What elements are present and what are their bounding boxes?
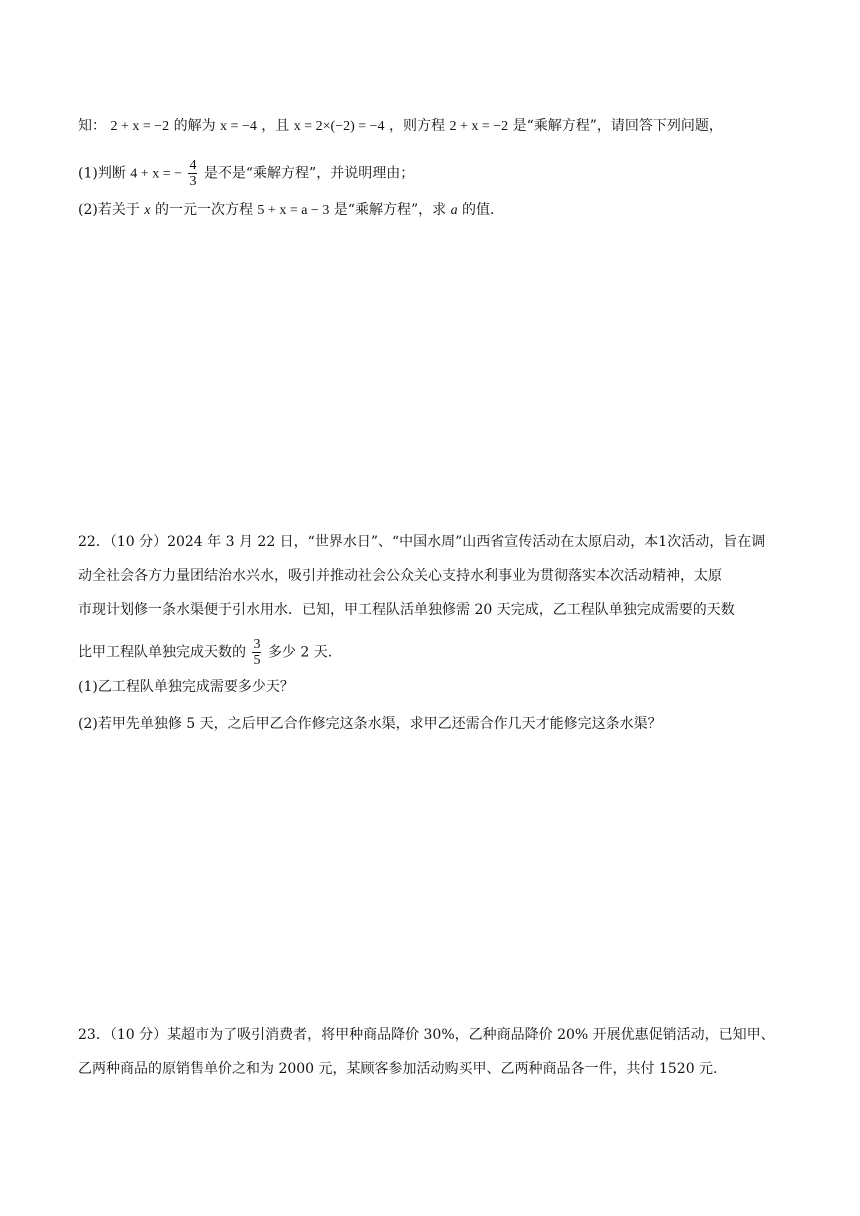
intro-check: x = 2×(−2) = −4 [293,119,385,134]
q22-line2: 动全社会各方力量团结治水兴水，吸引并推动社会公众关心支持水利事业为贯彻落实本次活动精神，太原 [78,568,722,584]
q21-part2 [78,200,494,221]
q23-line1: 23．（10 分）某超市为了吸引消费者，将甲种商品降价 30%，乙种商品降价 20% 开展优惠促销活动，已知甲、 [78,1027,775,1043]
q22-line4-tail: 多少 2 天. [267,644,333,661]
intro-text: ，且 [261,118,290,134]
q21-part1-tail: 是不是“乘解方程”，并说明理由； [203,165,415,182]
q22-line1: 22．（10 分）2024 年 3 月 22 日，“世界水日”、“中国水周”山西省宣传活动在太原启动，本1次活动，旨在调 [78,534,766,550]
fraction-denominator: 5 [253,653,261,668]
intro-equation: 2 + x = −2 [110,119,170,134]
q21-part1-label: (1)判断 [78,165,126,182]
intro-prefix: 知： [78,118,106,134]
q22-sub2: (2)若甲先单独修 5 天，之后甲乙合作修完这条水渠，求甲乙还需合作几天才能修完这条水渠？ [78,716,662,732]
q21-part1-equation: 4 + x = − [130,166,182,182]
fraction-numerator: 4 [189,158,197,173]
q22-line4-prefix: 比甲工程队单独完成天数的 [78,644,246,661]
fraction [252,637,261,668]
q22-sub1: (1)乙工程队单独完成需要多少天？ [78,679,294,695]
fraction-numerator: 3 [253,637,261,652]
intro-equation-2: 2 + x = −2 [449,119,509,134]
q23-line2: 乙两种商品的原销售单价之和为 2000 元，某顾客参加活动购买甲、乙两种商品各一件，共付 1520 元. [78,1061,718,1077]
fraction-denominator: 3 [189,174,197,189]
intro-tail: 是“乘解方程”，请回答下列问题， [512,118,723,134]
q21-part2-text: 是“乘解方程”，求 [333,202,447,218]
intro-line [78,116,723,137]
q22-line4 [78,637,332,668]
variable-x: x [144,203,151,218]
q21-part2-label: (2)若关于 [78,202,140,218]
intro-text: ，则方程 [389,118,446,134]
q21-part2-equation: 5 + x = a − 3 [257,203,330,218]
intro-solution: x = −4 [220,119,257,134]
q21-part2-text: 的一元一次方程 [154,202,253,218]
q22-line3: 市现计划修一条水渠便于引水用水．已知，甲工程队活单独修需 20 天完成，乙工程队单独完成需要的天数 [78,602,735,618]
intro-text: 的解为 [173,118,216,134]
q21-part1 [78,158,414,189]
fraction [188,158,197,189]
q21-part2-tail: 的值. [462,202,495,218]
variable-a: a [450,203,458,218]
